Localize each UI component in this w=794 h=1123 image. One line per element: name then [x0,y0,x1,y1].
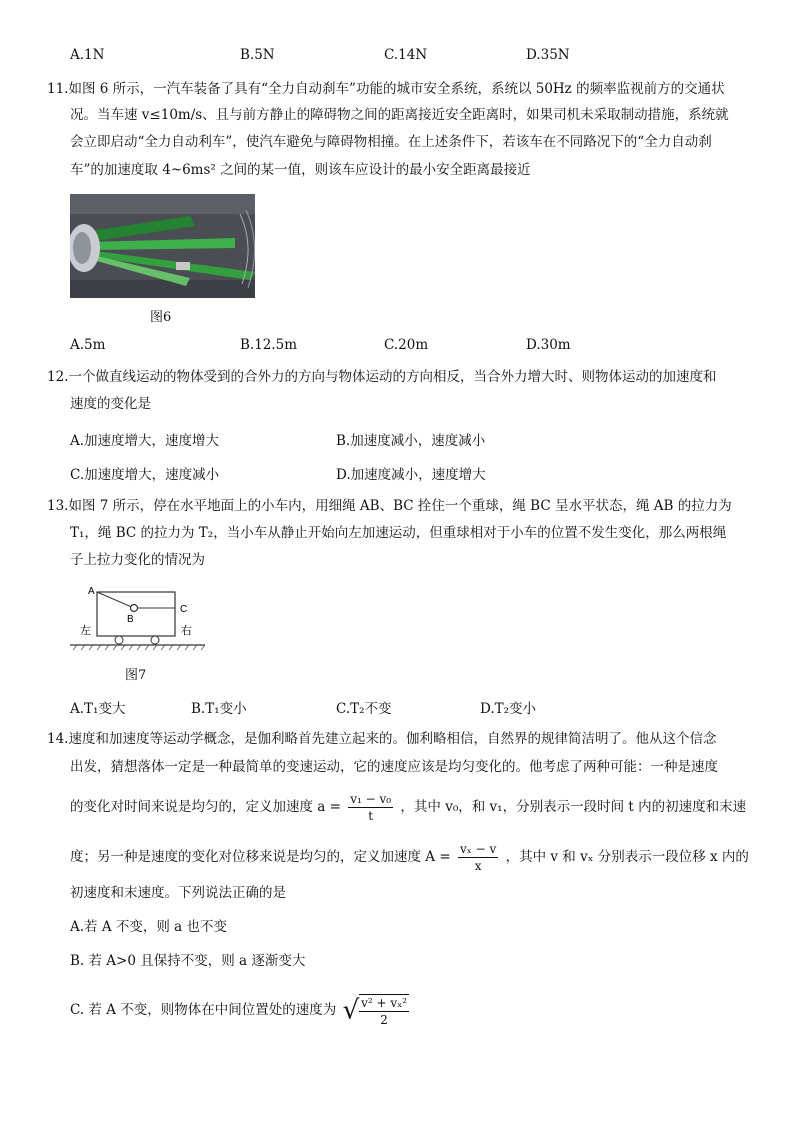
q13-option-a: A.T₁变大 [70,701,126,717]
q14-line-2: 出发，猜想落体一定是一种最简单的变速运动，它的速度应该是均匀变化的。他考虑了两种可能：一种是速度 [70,759,718,775]
q11-option-a: A.5m [70,337,106,353]
q11-option-c: C.20m [384,337,429,353]
sqrt-numerator: v² + vₓ² [361,995,408,1010]
q10-option-d: D.35N [526,47,570,63]
q13-line-2: T₁，绳 BC 的拉力为 T₂，当小车从静止开始向左加速运动，但重球相对于小车的位置不发生变化，那么两根绳 [70,525,727,541]
q11-option-b: B.12.5m [240,337,298,353]
q11-option-d: D.30m [526,337,571,353]
fig7-label-b: B [127,614,134,625]
sqrt-expression [343,990,413,1031]
q14-option-c-text: C. 若 A 不变，则物体在中间位置处的速度为 [70,1002,337,1018]
q10-option-a: A.1N [70,47,105,63]
q12-option-b: B.加速度减小，速度减小 [336,433,486,449]
fig7-left-label: 左 [80,624,91,637]
q13-option-d: D.T₂变小 [480,701,537,717]
q11-line-1: 11.如图 6 所示，一汽车装备了具有“全力自动刹车”功能的城市安全系统，系统以 50Hz 的频率监视前方的交通状 [47,81,725,97]
q13-line-1: 13.如图 7 所示，停在水平地面上的小车内，用细绳 AB、BC 拴住一个重球，绳 BC 呈水平状态，绳 AB 的拉力为 [47,498,732,514]
fig7-right-label: 右 [181,624,192,637]
q12-line-1: 12.一个做直线运动的物体受到的合外力的方向与物体运动的方向相反，当合外力增大时、则物体运动的加速度和 [47,369,717,385]
q11-line-3: 会立即启动“全力自动利车”，使汽车避免与障碍物相撞。在上述条件下，若该车在不同路况下的“全力自动刹 [70,134,712,150]
sqrt-sign-icon: √ [342,995,360,1026]
q14-option-b: B. 若 A>0 且保持不变，则 a 逐渐变大 [70,953,306,969]
q12-option-a: A.加速度增大，速度增大 [70,433,220,449]
q14-option-c [70,990,412,1030]
q14-line-1: 14.速度和加速度等运动学概念，是伽利略首先建立起来的。伽利略相信，自然界的规律简洁明了。他从这个信念 [47,731,717,747]
q13-line-3: 子上拉力变化的情况为 [70,552,205,568]
q14-line-5: 初速度和末速度。下列说法正确的是 [70,885,286,901]
figure-7-caption: 图7 [125,668,147,683]
q13-option-b: B.T₁变小 [191,701,247,717]
q14-line-4 [70,838,749,876]
q10-option-b: B.5N [240,47,275,63]
q14-line-3-post: ，其中 v₀，和 v₁，分别表示一段时间 t 内的初速度和末速 [400,799,747,815]
q12-option-c: C.加速度增大，速度减小 [70,467,220,483]
figure-6-car-sensor-image [70,194,255,298]
q11-line-4: 车”的加速度取 4~6ms² 之间的某一值，则该车应设计的最小安全距离最接近 [70,162,531,178]
fraction-A-denominator: x [474,859,482,873]
sqrt-denominator: 2 [380,1012,388,1027]
q14-option-a: A.若 A 不变，则 a 也不变 [70,919,228,935]
q11-line-2: 况。当车速 v≤10m/s、且与前方静止的障碍物之间的距离接近安全距离时，如果司机未采取制动措施，系统就 [70,107,729,123]
q14-line-4-post: ，其中 v 和 vₓ 分别表示一段位移 x 内的 [505,849,749,865]
fig7-label-a: A [88,586,95,597]
car-sensor-icon [70,194,255,298]
cart-diagram-icon [70,584,205,660]
q12-line-2: 速度的变化是 [70,396,151,412]
figure-7-cart-diagram [70,584,205,660]
fraction-a-denominator: t [368,809,374,823]
fig7-label-c: C [180,604,188,615]
q14-line-3 [70,788,746,826]
fraction-a [348,791,393,824]
q12-option-d: D.加速度减小，速度增大 [336,467,486,483]
figure-6-caption: 图6 [150,310,172,325]
q13-option-c: C.T₂不变 [336,701,392,717]
q14-line-4-pre: 度；另一种是速度的变化对位移来说是均匀的，定义加速度 A = [70,849,451,865]
sqrt-fraction [359,994,409,1028]
fraction-a-numerator: v₁ − v₀ [350,792,392,806]
fraction-A [458,841,498,874]
q10-option-c: C.14N [384,47,428,63]
q14-line-3-pre: 的变化对时间来说是均匀的，定义加速度 a = [70,799,341,815]
fraction-A-numerator: vₓ − v [459,842,497,856]
